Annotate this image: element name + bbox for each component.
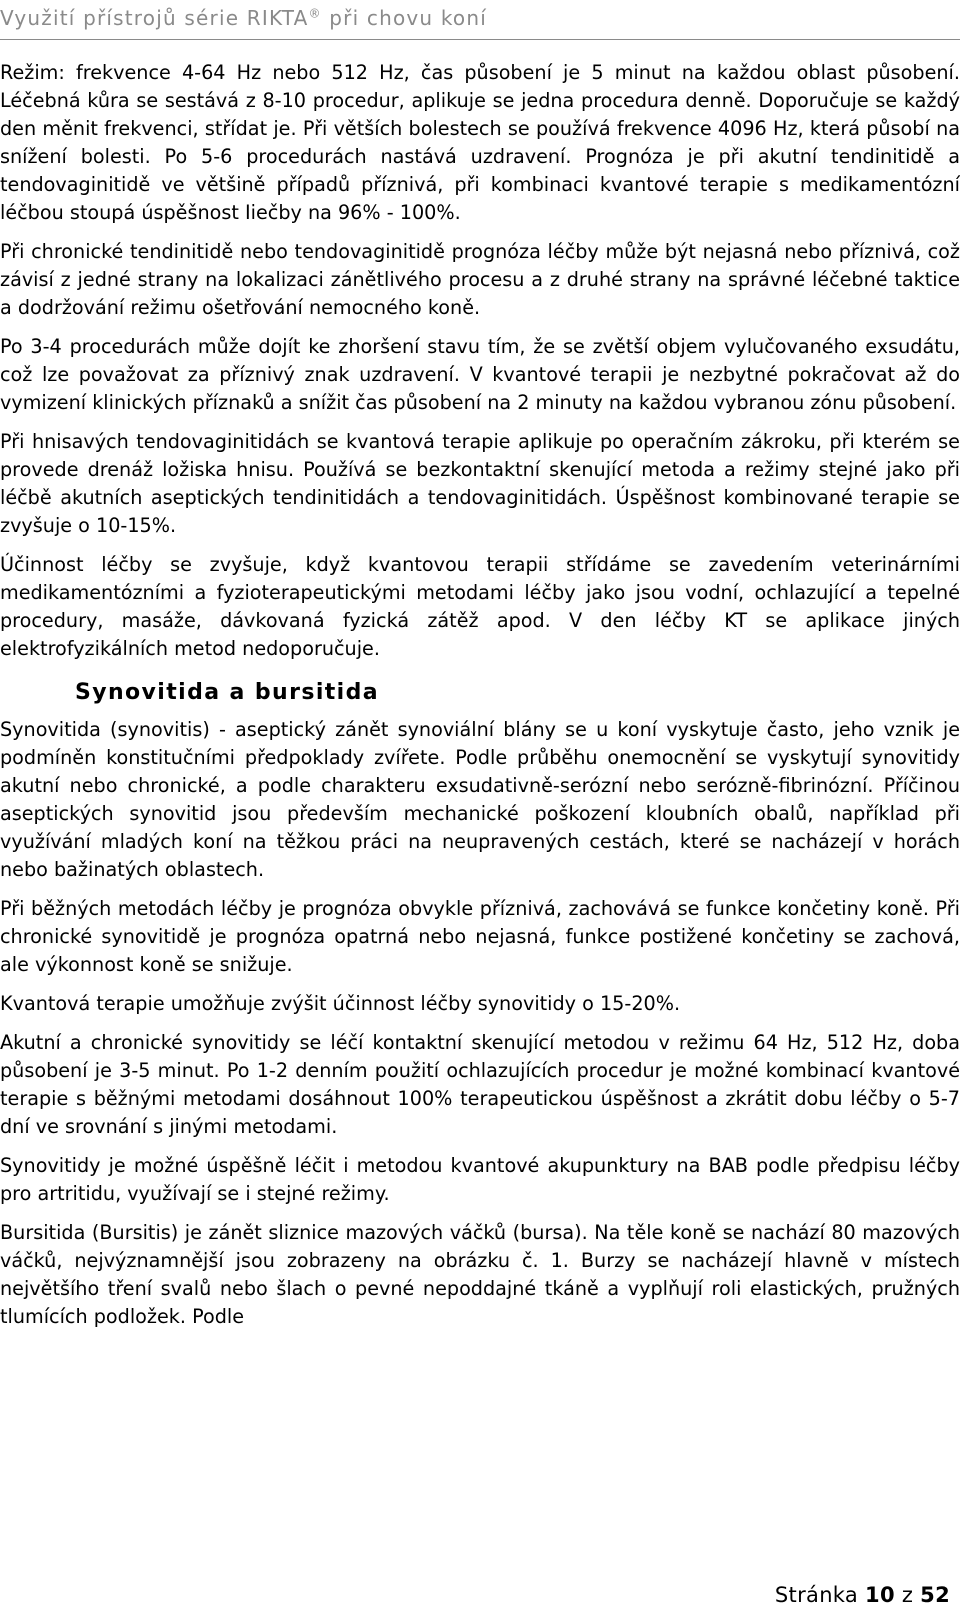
paragraph: Po 3-4 procedurách může dojít ke zhoršení stavu tím, že se zvětší objem vylučovaného exsudátu, což lze považovat za příznivý znak uzdravení. V kvantové terapii je nezbytné pokračovat až do vymizení klinických příznaků a snížit čas působení na 2 minuty na každou vybranou zónu působení. [0, 335, 960, 414]
paragraph: Kvantová terapie umožňuje zvýšit účinnost léčby synovitidy o 15-20%. [0, 992, 681, 1015]
header-title: Využití přístrojů série RIKTA [0, 6, 309, 30]
paragraph: Při běžných metodách léčby je prognóza obvykle příznivá, zachovává se funkce končetiny koně. Při chronické synovitidě je prognóza opatrná nebo nejasná, funkce postižené končetiny se zachová, ale výkonnost koně se snižuje. [0, 897, 960, 976]
page-separator: z [901, 1583, 914, 1607]
paragraph: Synovitidy je možné úspěšně léčit i metodou kvantové akupunktury na BAB podle předpisu léčby pro artritidu, využívají se i stejné režimy. [0, 1154, 960, 1205]
paragraph: Akutní a chronické synovitidy se léčí kontaktní skenující metodou v režimu 64 Hz, 512 Hz, doba působení je 3-5 minut. Po 1-2 denním použití ochlazujících procedur je možné kombinací kvantové terapie s běžnými metodami dosáhnout 100% terapeutickou úspěšnost a zkrátit dobu léčby o 5-7 dní ve srovnání s jinými metodami. [0, 1031, 960, 1138]
section-heading: Synovitida a bursitida [75, 680, 380, 705]
paragraph: Bursitida (Bursitis) je zánět sliznice mazových váčků (bursa). Na těle koně se nachází 80 mazových váčků, nejvýznamnější jsou zobrazeny na obrázku č. 1. Burzy se nacházejí hlavně v místech největšího tření svalů nebo šlach o pevné nepoddajné tkáně a vyplňují roli elastických, pružných tlumících podložek. Podle [0, 1221, 960, 1328]
header-rule [0, 39, 960, 40]
paragraph: Režim: frekvence 4-64 Hz nebo 512 Hz, čas působení je 5 minut na každou oblast působení. Léčebná kůra se sestává z 8-10 procedur, aplikuje se jedna procedura denně. Doporučuje se každý den měnit frekvenci, střídat je. Při větších bolestech se používá frekvence 4096 Hz, která působí na snížení bolesti. Po 5-6 procedurách nastává uzdravení. Prognóza je při akutní tendinitidě a tendovaginitidě ve většině případů příznivá, při kombinaci kvantové terapie s medikamentózní léčbou stoupá úspěšnost Iiečby na 96% - 100%. [0, 61, 960, 224]
paragraph: Synovitida (synovitis) - aseptický zánět synoviální blány se u koní vyskytuje často, jeho vznik je podmíněn konstitučními předpoklady zvířete. Podle průběhu onemocnění se vyskytují synovitidy akutní nebo chronické, a podle charakteru exsudativně-serózní nebo serózně-fibrinózní. Příčinou aseptických synovitid jsou především mechanické poškození kloubních obalů, například při využívání mladých koní na těžkou práci na neupravených cestách, které se nacházejí v horách nebo bažinatých oblastech. [0, 718, 960, 881]
paragraph: Při chronické tendinitidě nebo tendovaginitidě prognóza léčby může být nejasná nebo příznivá, což závisí z jedné strany na lokalizaci zánětlivého procesu a z druhé strany na správné léčebné taktice a dodržování režimu ošetřování nemocného koně. [0, 240, 960, 319]
page-number: 10 [865, 1583, 895, 1607]
header-title-suffix: při chovu koní [329, 6, 487, 30]
page-total: 52 [920, 1583, 950, 1607]
running-header [0, 6, 960, 30]
paragraph: Při hnisavých tendovaginitidách se kvantová terapie aplikuje po operačním zákroku, při kterém se provede drenáž ložiska hnisu. Používá se bezkontaktní skenující metoda a režimy stejné jako při léčbě akutních aseptických tendinitidách a tendovaginitidách. Úspěšnost kombinované terapie se zvyšuje o 10-15%. [0, 430, 960, 537]
page-label: Stránka [774, 1583, 859, 1607]
page-footer [775, 1583, 950, 1607]
registered-mark: ® [308, 6, 322, 21]
page-content [0, 59, 960, 1342]
paragraph: Účinnost léčby se zvyšuje, když kvantovou terapii střídáme se zavedením veterinárními medikamentózními a fyzioterapeutickými metodami léčby jako jsou vodní, ochlazující a tepelné procedury, masáže, dávkovaná fyzická zátěž apod. V den léčby KT se aplikace jiných elektrofyzikálních metod nedoporučuje. [0, 553, 960, 660]
